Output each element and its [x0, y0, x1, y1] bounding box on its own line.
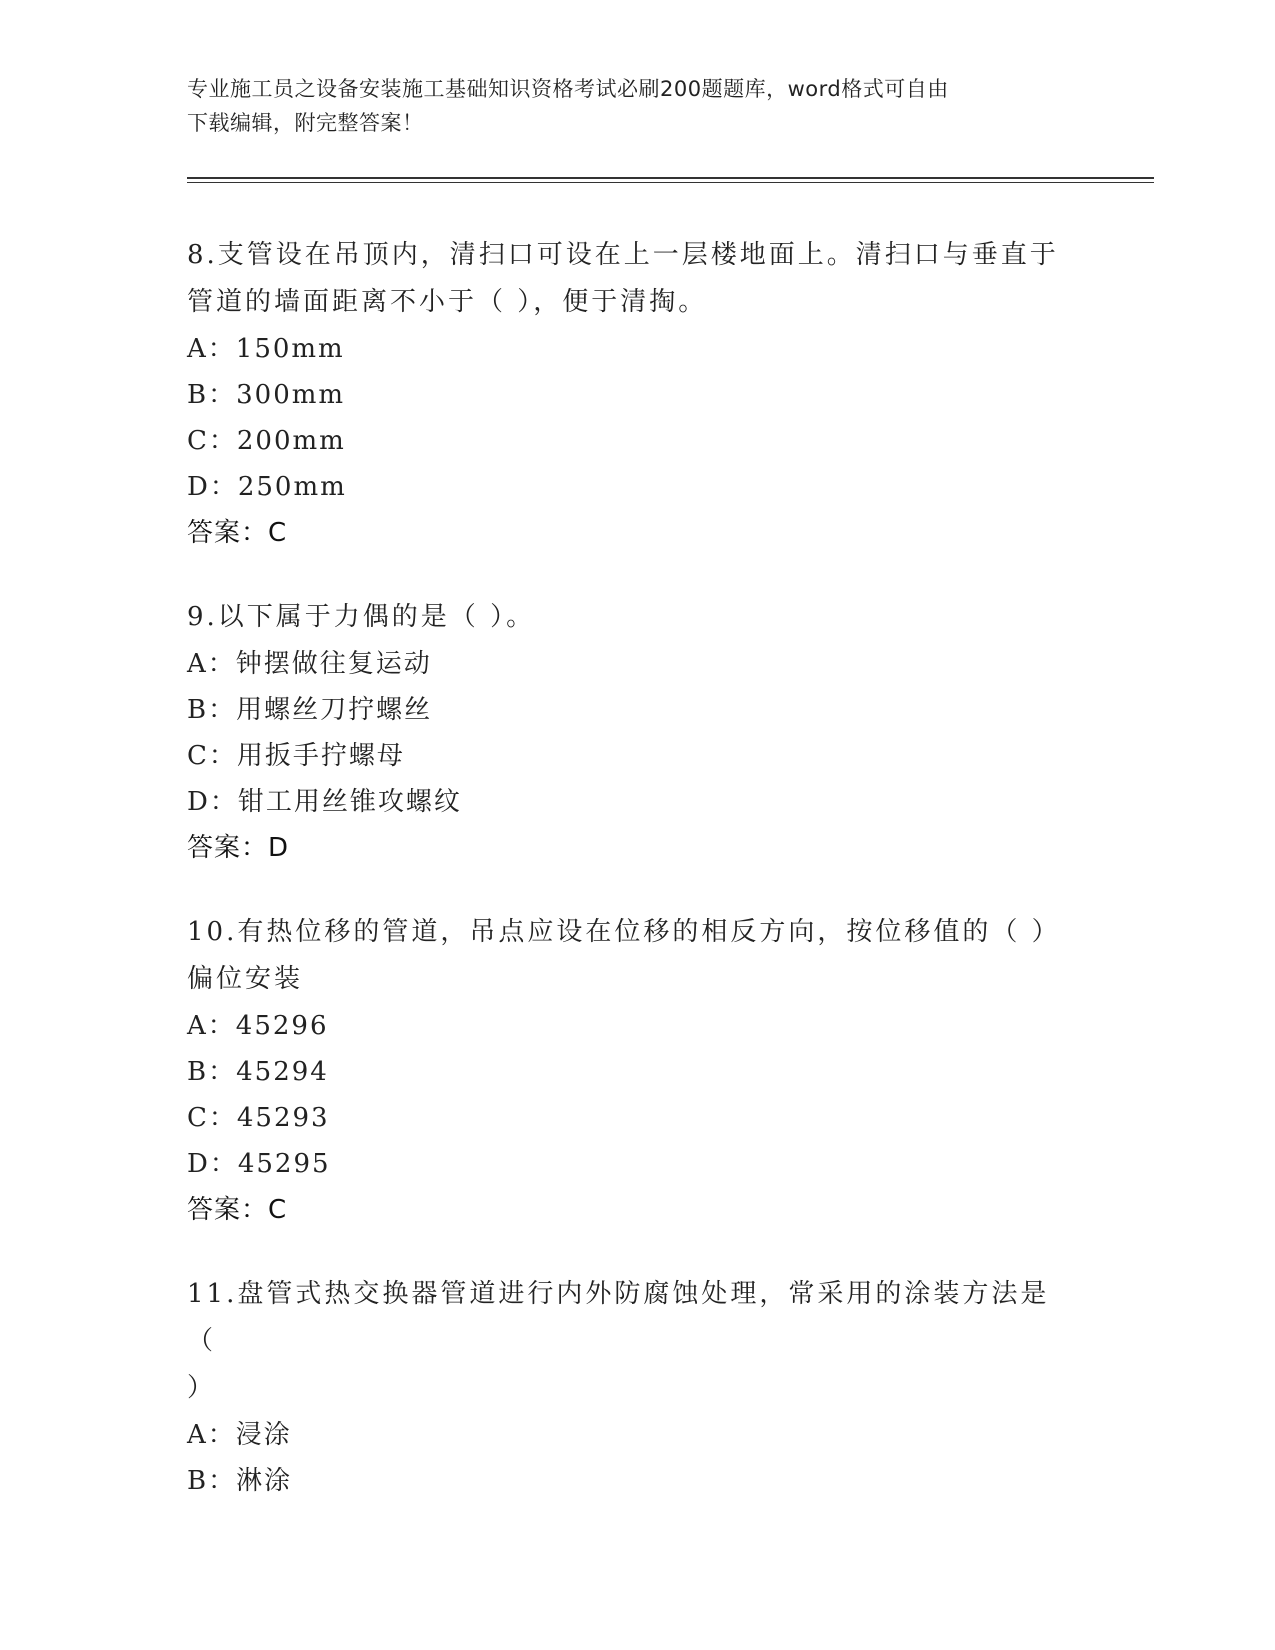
question-stem-line: 偏位安装 [187, 964, 304, 994]
option-d: D：45295 [187, 1149, 331, 1179]
answer: 答案：C [187, 1195, 288, 1225]
option-b: B：淋涂 [187, 1466, 293, 1496]
option-c: C：用扳手拧螺母 [187, 741, 405, 771]
question-stem-line: 8.支管设在吊顶内，清扫口可设在上一层楼地面上。清扫口与垂直于 [187, 240, 1059, 270]
question-stem-line: 10.有热位移的管道，吊点应设在位移的相反方向，按位移值的（ ） [187, 917, 1061, 947]
option-a: A：45296 [187, 1011, 329, 1041]
question-stem-line: ） [187, 1373, 217, 1403]
header-divider-thin [187, 182, 1154, 183]
option-a: A：浸涂 [187, 1420, 292, 1450]
option-d: D：钳工用丝锥攻螺纹 [187, 787, 462, 817]
header-divider-thick [187, 177, 1154, 179]
option-c: C：200mm [187, 426, 346, 456]
question-11 [187, 1271, 1067, 1504]
document-header [187, 72, 1087, 140]
header-line-2: 下载编辑，附完整答案！ [187, 111, 424, 135]
option-a: A：150mm [187, 334, 345, 364]
question-stem-line: 管道的墙面距离不小于（ ），便于清掏。 [187, 287, 708, 317]
header-line-1: 专业施工员之设备安装施工基础知识资格考试必刷200题题库，word格式可自由 [187, 77, 949, 101]
question-10 [187, 909, 1067, 1233]
option-b: B：300mm [187, 380, 346, 410]
question-8 [187, 232, 1067, 556]
option-d: D：250mm [187, 472, 347, 502]
option-c: C：45293 [187, 1103, 330, 1133]
option-b: B：45294 [187, 1057, 329, 1087]
answer: 答案：C [187, 518, 288, 548]
question-list [187, 232, 1067, 1542]
question-stem-line: 11.盘管式热交换器管道进行内外防腐蚀处理，常采用的涂装方法是（ [187, 1279, 1050, 1356]
question-stem-line: 9.以下属于力偶的是（ ）。 [187, 602, 536, 632]
option-b: B：用螺丝刀拧螺丝 [187, 695, 433, 725]
question-9 [187, 594, 1067, 871]
option-a: A：钟摆做往复运动 [187, 649, 432, 679]
answer: 答案：D [187, 833, 290, 863]
